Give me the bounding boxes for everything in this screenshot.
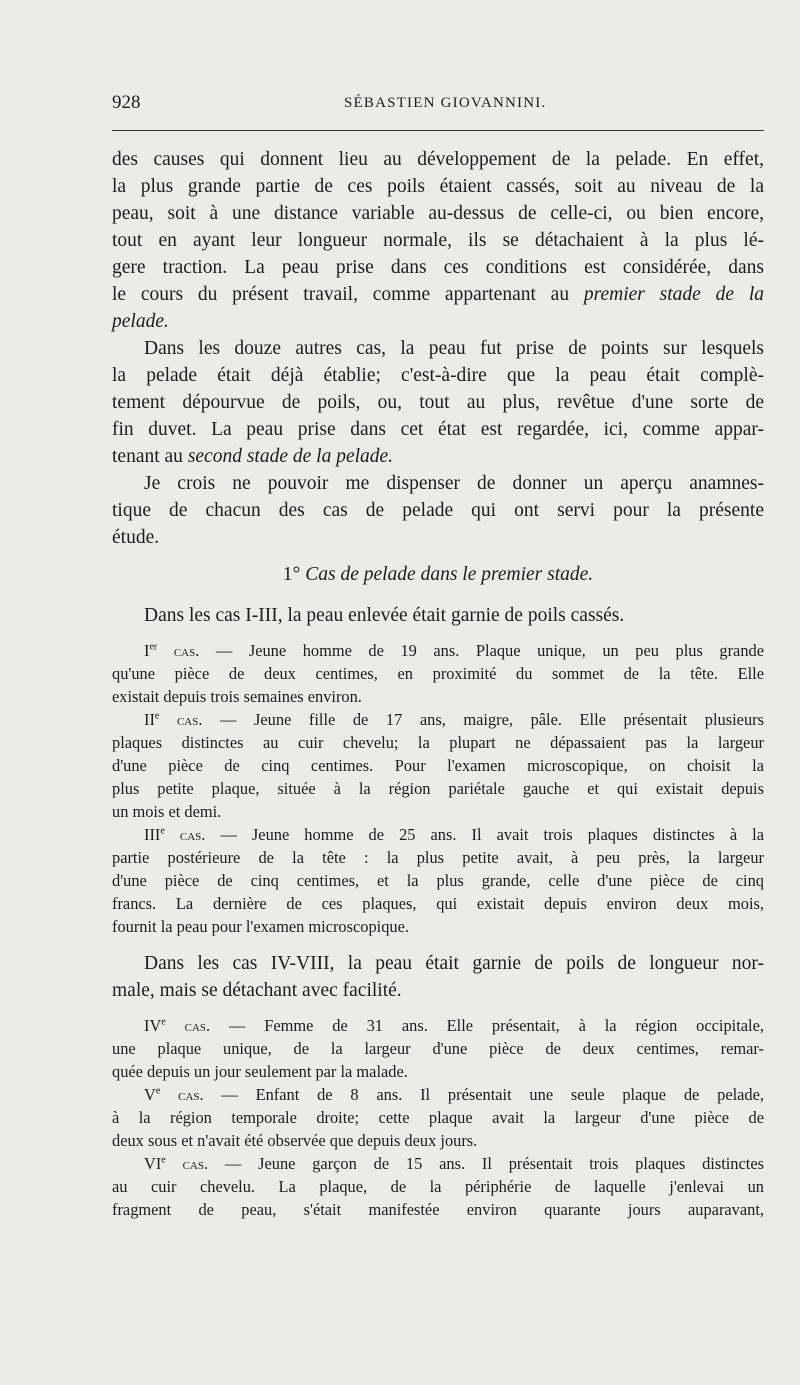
case-4 — [112, 1014, 764, 1083]
case-number-suffix: e — [161, 1154, 166, 1166]
text-line — [112, 281, 764, 308]
text-segment: — Jeune garçon de 15 ans. Il présentait trois plaques distinctes — [208, 1154, 764, 1173]
text-line: tout en ayant leur longueur normale, ils se détachaient à la plus lé- — [112, 230, 764, 251]
text-line: quée depuis un jour seulement par la malade. — [112, 1062, 408, 1081]
text-line: fin duvet. La peau prise dans cet état est regardée, ici, comme appar- — [112, 419, 764, 440]
italic-term: pelade. — [112, 311, 169, 332]
case-number: II — [144, 710, 155, 729]
text-line: la pelade était déjà établie; c'est-à-dire que la peau était complè- — [112, 365, 764, 386]
text-line — [112, 443, 764, 470]
text-line: existait depuis trois semaines environ. — [112, 687, 362, 706]
running-header — [112, 92, 764, 118]
case-6 — [112, 1152, 764, 1221]
text-line — [112, 1014, 764, 1037]
case-label: cas. — [182, 1154, 209, 1173]
case-label: cas. — [178, 1085, 204, 1104]
text-line: Dans les cas I-III, la peau enlevée était garnie de poils cassés. — [144, 605, 625, 626]
text-line — [112, 639, 764, 662]
text-line — [112, 308, 764, 335]
text-line: à la région temporale droite; cette plaque avait la largeur d'une pièce de — [112, 1108, 764, 1127]
text-line: d'une pièce de cinq centimes, et la plus grande, celle d'une pièce de cinq — [112, 871, 764, 890]
page-body — [112, 146, 764, 1221]
case-number-suffix: er — [149, 641, 158, 653]
paragraph-2 — [112, 335, 764, 470]
text-line: Je crois ne pouvoir me dispenser de donner un aperçu anamnes- — [144, 473, 764, 494]
page-number: 928 — [112, 92, 141, 113]
text-line: un mois et demi. — [112, 802, 222, 821]
intro-cases-1-3 — [112, 602, 764, 629]
section-number: 1° — [282, 564, 301, 585]
paragraph-3 — [112, 470, 764, 551]
text-line: des causes qui donnent lieu au développement de la pelade. En effet, — [112, 149, 764, 170]
running-title: SÉBASTIEN GIOVANNINI. — [344, 95, 547, 111]
case-label: cas. — [176, 710, 203, 729]
text-line: tique de chacun des cas de pelade qui ont servi pour la présente — [112, 500, 764, 521]
text-line: partie postérieure de la tête : la plus petite avait, à peu près, la largeur — [112, 848, 764, 867]
text-line — [112, 823, 764, 846]
text-line: d'une pièce de cinq centimes. Pour l'examen microscopique, on choisit la — [112, 756, 764, 775]
text-line — [112, 708, 764, 731]
section-heading — [112, 561, 764, 588]
case-number-suffix: e — [160, 825, 165, 837]
paragraph-1 — [112, 146, 764, 335]
text-segment: — Jeune homme de 19 ans. Plaque unique, un peu plus grande — [199, 641, 764, 660]
text-line: fournit la peau pour l'examen microscopique. — [112, 917, 409, 936]
case-number-suffix: e — [155, 1085, 161, 1097]
case-number-suffix: e — [161, 1016, 166, 1028]
text-segment: — Jeune homme de 25 ans. Il avait trois plaques distinctes à la — [205, 825, 764, 844]
spacer — [112, 629, 764, 639]
text-line: étude. — [112, 527, 160, 548]
case-number: IV — [144, 1016, 162, 1035]
text-line: plus petite plaque, située à la région pariétale gauche et qui existait depuis — [112, 779, 764, 798]
case-number: VI — [144, 1154, 162, 1173]
text-segment: — Femme de 31 ans. Elle présentait, à la région occipitale, — [210, 1016, 764, 1035]
case-number: III — [144, 825, 161, 844]
text-segment: le cours du présent travail, comme appartenant au — [112, 284, 584, 305]
text-line: peau, soit à une distance variable au-dessus de celle-ci, ou bien encore, — [112, 203, 764, 224]
header-rule — [112, 130, 764, 131]
section-title: Cas de pelade dans le premier stade. — [305, 564, 594, 585]
text-line: une plaque unique, de la largeur d'une pièce de deux centimes, remar- — [112, 1039, 764, 1058]
text-line: fragment de peau, s'était manifestée environ quarante jours auparavant, — [112, 1200, 764, 1219]
text-line — [112, 1152, 764, 1175]
italic-term: premier stade de la — [583, 284, 764, 305]
text-line: francs. La dernière de ces plaques, qui existait depuis environ deux mois, — [112, 894, 764, 913]
case-3 — [112, 823, 764, 938]
case-label: cas. — [179, 825, 206, 844]
text-line: qu'une pièce de deux centimes, en proximité du sommet de la tête. Elle — [112, 664, 764, 683]
case-number: V — [144, 1085, 156, 1104]
case-1 — [112, 639, 764, 708]
text-line: plaques distinctes au cuir chevelu; la plupart ne dépassaient pas la largeur — [112, 733, 764, 752]
text-line — [112, 1083, 764, 1106]
text-line: tement dépourvue de poils, ou, tout au plus, revêtue d'une sorte de — [112, 392, 764, 413]
case-number-suffix: e — [154, 710, 160, 722]
text-segment: tenant au — [112, 446, 188, 467]
text-segment: — Enfant de 8 ans. Il présentait une seule plaque de pelade, — [203, 1085, 764, 1104]
italic-term: second stade de la pelade. — [187, 446, 394, 467]
case-label: cas. — [184, 1016, 211, 1035]
text-segment: — Jeune fille de 17 ans, maigre, pâle. Elle présentait plusieurs — [202, 710, 764, 729]
case-number: I — [144, 641, 150, 660]
text-line: deux sous et n'avait été observée que depuis deux jours. — [112, 1131, 478, 1150]
spacer — [112, 1004, 764, 1014]
text-line: male, mais se détachant avec facilité. — [112, 980, 402, 1001]
case-label: cas. — [173, 641, 200, 660]
text-line: la plus grande partie de ces poils étaient cassés, soit au niveau de la — [112, 176, 764, 197]
text-line: gere traction. La peau prise dans ces conditions est considérée, dans — [112, 257, 764, 278]
intro-cases-4-8 — [112, 950, 764, 1004]
case-2 — [112, 708, 764, 823]
spacer — [112, 938, 764, 950]
text-line: Dans les douze autres cas, la peau fut prise de points sur lesquels — [144, 338, 764, 359]
case-5 — [112, 1083, 764, 1152]
text-line: au cuir chevelu. La plaque, de la périphérie de laquelle j'enlevai un — [112, 1177, 764, 1196]
text-line: Dans les cas IV-VIII, la peau était garnie de poils de longueur nor- — [144, 953, 764, 974]
